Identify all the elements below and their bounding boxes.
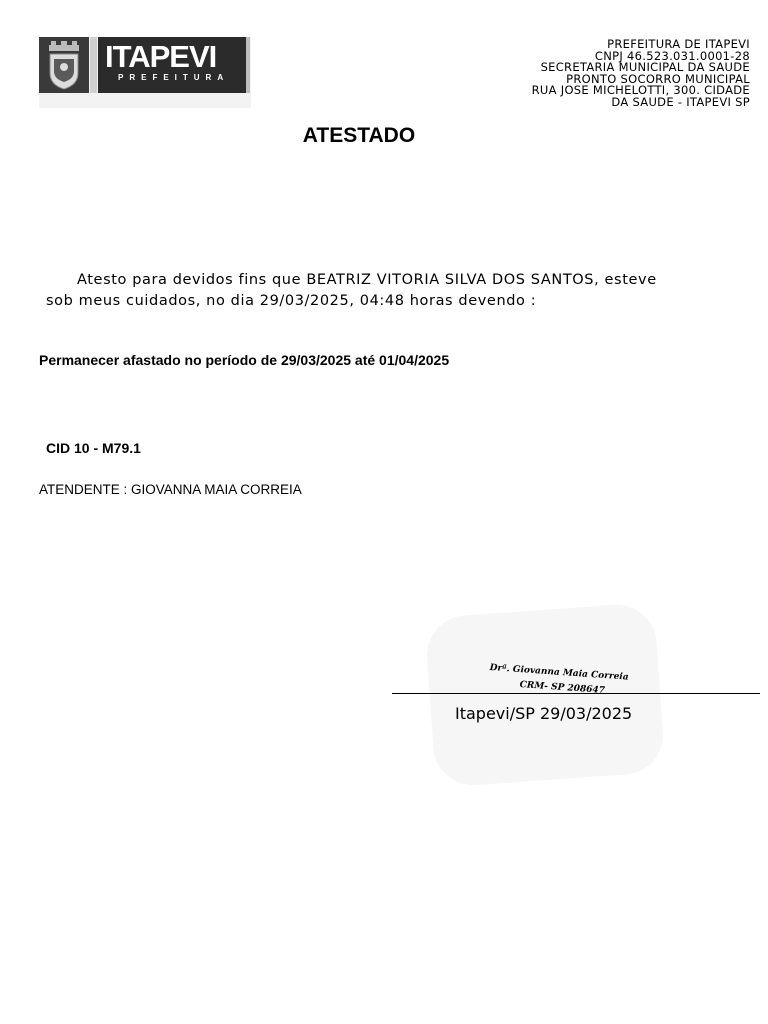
place-date: Itapevi/SP 29/03/2025 [455,704,633,723]
cid-code: CID 10 - M79.1 [46,440,141,456]
document-title: ATESTADO [302,124,416,147]
attendant: ATENDENTE : GIOVANNA MAIA CORREIA [39,482,302,497]
logo-name: ITAPEVI [105,39,217,74]
signature-line [392,693,760,694]
coat-of-arms-icon [39,37,89,93]
logo-subtitle: PREFEITURA [118,73,230,82]
header-line: RUA JOSE MICHELOTTI, 300. CIDADE [531,83,750,98]
itapevi-logo [39,37,251,108]
header-line: SECRETARIA MUNICIPAL DA SAUDE [540,60,750,75]
signature-crm: CRM- SP 208647 [519,680,606,696]
header-line: DA SAUDE - ITAPEVI SP [611,94,750,109]
certificate-body [46,270,726,312]
leave-period: Permanecer afastado no período de 29/03/2025 até 01/04/2025 [39,352,450,368]
header-line: CNPJ 46.523.031.0001-28 [594,48,750,63]
header-info [532,39,750,109]
signature-name: Drª. Giovanna Maia Correia [489,663,629,683]
body-line-2: sob meus cuidados, no dia 29/03/2025, 04:48 horas devendo : [46,293,537,309]
signature-stamp-area [424,602,665,788]
body-line-1: Atesto para devidos fins que BEATRIZ VITORIA SILVA DOS SANTOS, esteve [77,272,657,288]
header-line: PREFEITURA DE ITAPEVI [607,37,750,51]
header-line: PRONTO SOCORRO MUNICIPAL [566,71,750,86]
